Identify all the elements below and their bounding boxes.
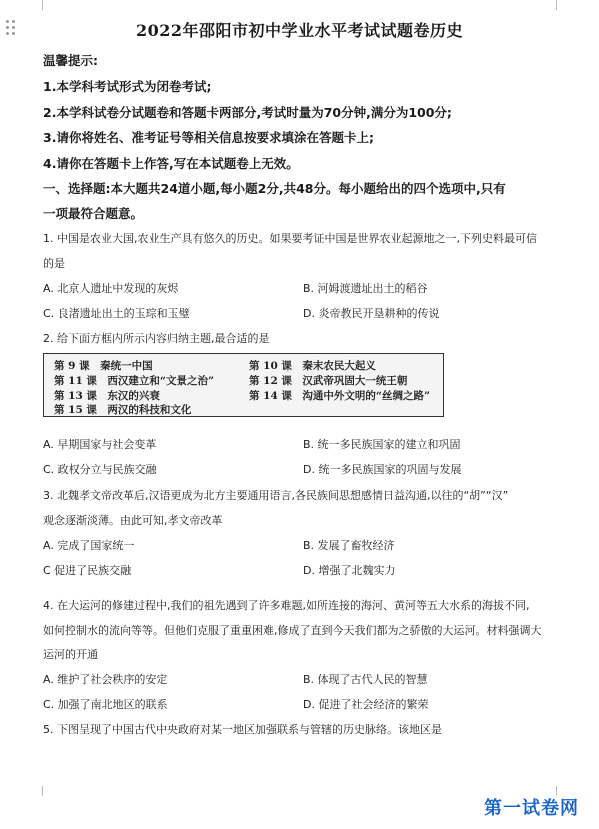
question-2-option-b: B. 统一多民族国家的建立和巩固 bbox=[303, 438, 461, 451]
question-2-option-a: A. 早期国家与社会变革 bbox=[43, 438, 157, 451]
question-4-stem-cont: 如何控制水的流向等等。但他们克服了重重困难,修成了直到今天我们都为之骄傲的大运河。材料强调大 bbox=[43, 624, 542, 637]
question-2-option-c: C. 政权分立与民族交融 bbox=[43, 463, 157, 476]
question-4-option-b: B. 体现了古代人民的智慧 bbox=[303, 673, 428, 686]
notice-item: 4.请你在答题卡上作答,写在本试题卷上无效。 bbox=[43, 156, 299, 171]
question-4-option-c: C. 加强了南北地区的联系 bbox=[43, 698, 168, 711]
corner-mark-bottom-left bbox=[32, 786, 43, 796]
section-heading-cont: 一项最符合题意。 bbox=[43, 206, 144, 221]
notice-heading: 温馨提示: bbox=[43, 53, 98, 68]
question-3-stem-cont: 观念逐渐淡薄。由此可知,孝文帝改革 bbox=[43, 514, 223, 527]
question-1-option-d: D. 炎帝教民开垦耕种的传说 bbox=[303, 307, 440, 320]
question-3-option-d: D. 增强了北魏实力 bbox=[303, 564, 396, 577]
question-1-option-c: C. 良渚遗址出土的玉琮和玉璧 bbox=[43, 307, 190, 320]
page-title: 2022年邵阳市初中学业水平考试试题卷历史 bbox=[135, 21, 464, 40]
lesson-cell: 第 11 课 西汉建立和“文景之治” bbox=[54, 375, 215, 387]
lesson-cell: 第 14 课 沟通中外文明的“丝绸之路” bbox=[249, 390, 431, 402]
question-3-option-c: C 促进了民族交融 bbox=[43, 564, 132, 577]
question-1-option-a: A. 北京人遗址中发现的灰烬 bbox=[43, 282, 179, 295]
question-3-stem: 3. 北魏孝文帝改革后,汉语更成为北方主要通用语言,各民族间思想感情日益沟通,以往的“胡”“汉” bbox=[43, 489, 509, 502]
lesson-table bbox=[43, 353, 444, 417]
question-4-stem: 4. 在大运河的修建过程中,我们的祖先遇到了许多难题,如所连接的海河、黄河等五大水系的海拔不同, bbox=[43, 599, 530, 612]
question-3-option-b: B. 发展了畜牧经济 bbox=[303, 539, 395, 552]
question-1-option-b: B. 河姆渡遗址出土的稻谷 bbox=[303, 282, 428, 295]
lesson-cell: 第 10 课 秦末农民大起义 bbox=[249, 360, 376, 372]
question-5-stem: 5. 下图呈现了中国古代中央政府对某一地区加强联系与管辖的历史脉络。该地区是 bbox=[43, 723, 442, 736]
question-4-stem-cont: 运河的开通 bbox=[43, 648, 98, 661]
lesson-cell: 第 9 课 秦统一中国 bbox=[54, 360, 153, 372]
question-4-option-a: A. 维护了社会秩序的安定 bbox=[43, 673, 168, 686]
notice-item: 1.本学科考试形式为闭卷考试; bbox=[43, 79, 212, 94]
question-4-option-d: D. 促进了社会经济的繁荣 bbox=[303, 698, 429, 711]
question-2-option-d: D. 统一多民族国家的巩固与发展 bbox=[303, 463, 462, 476]
lesson-cell: 第 13 课 东汉的兴衰 bbox=[54, 390, 160, 402]
question-2-stem: 2. 给下面方框内所示内容归纳主题,最合适的是 bbox=[43, 332, 270, 345]
lesson-cell: 第 15 课 两汉的科技和文化 bbox=[54, 404, 192, 416]
corner-mark-top-right bbox=[556, 0, 567, 10]
watermark-logo: 第一试卷网 bbox=[484, 798, 579, 819]
question-1-stem-cont: 的是 bbox=[43, 257, 65, 270]
lesson-cell: 第 12 课 汉武帝巩固大一统王朝 bbox=[249, 375, 408, 387]
notice-item: 3.请你将姓名、准考证号等相关信息按要求填涂在答题卡上; bbox=[43, 130, 374, 145]
notice-item: 2.本学科试卷分试题卷和答题卡两部分,考试时量为70分钟,满分为100分; bbox=[43, 105, 452, 120]
corner-mark-top-left bbox=[32, 0, 43, 10]
question-1-stem: 1. 中国是农业大国,农业生产具有悠久的历史。如果要考证中国是世界农业起源地之一,下列史料最可信 bbox=[43, 232, 537, 245]
question-3-option-a: A. 完成了国家统一 bbox=[43, 539, 135, 552]
section-heading: 一、选择题:本大题共24道小题,每小题2分,共48分。每小题给出的四个选项中,只有 bbox=[43, 181, 506, 196]
